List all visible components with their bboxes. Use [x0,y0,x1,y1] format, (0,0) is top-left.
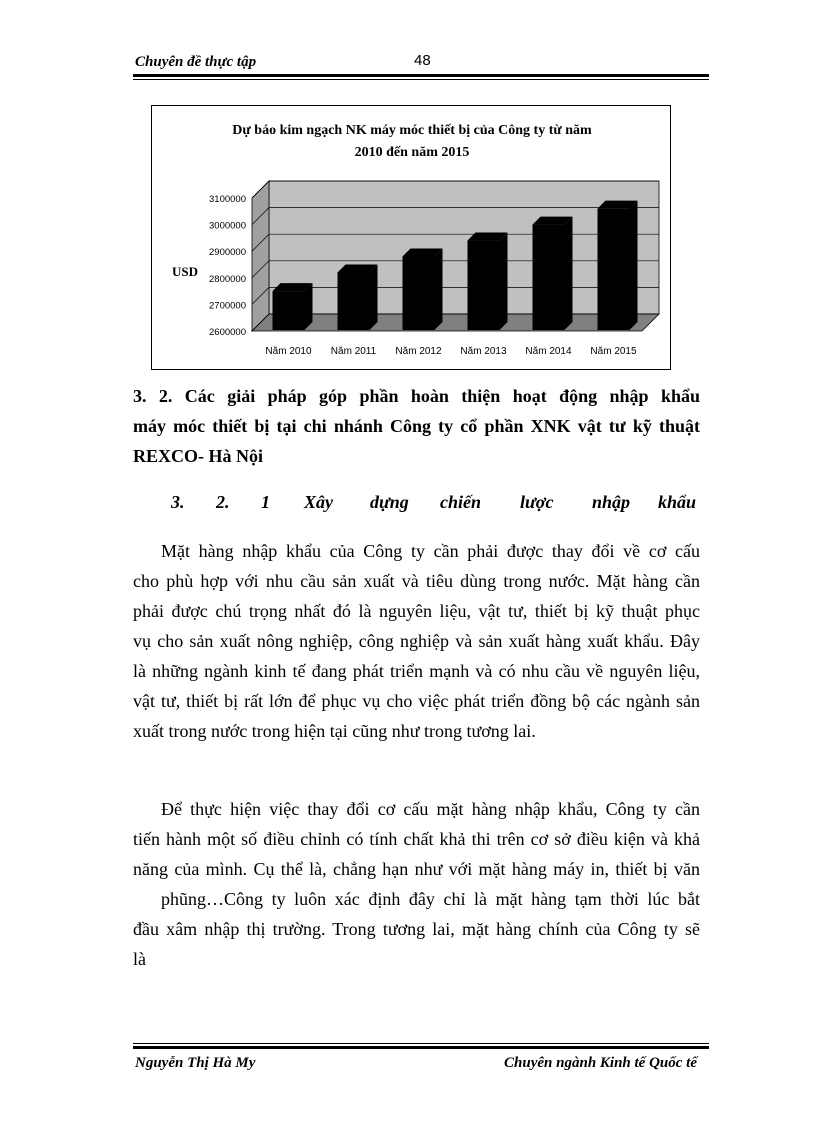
y-axis-label: USD [172,264,199,279]
section-heading-line: 3. 2. Các giải pháp góp phần hoàn thiện hoạt động nhập khẩu [133,386,700,406]
paragraph-line: là những ngành kinh tế đang phát triển mạnh và có nhu cầu về nguyên liệu, [133,661,700,681]
bar [468,241,500,330]
page-footer [133,1043,709,1073]
y-tick-label: 2800000 [209,273,246,285]
subsection-heading-part: chiến [440,492,482,512]
forecast-chart [151,105,671,370]
bar-side [500,233,508,330]
section-heading-line: máy móc thiết bị tại chi nhánh Công ty cổ phần XNK vật tư kỹ thuật [133,416,700,436]
page-number: 48 [414,52,431,69]
paragraph-line: là [133,949,146,969]
bar [403,257,435,330]
subsection-heading-part: Xây [304,492,333,512]
chart-title-line-1: Dự báo kim ngạch NK máy móc thiết bị của Công ty từ năm [232,123,592,138]
bar-side [630,201,638,330]
header-rule [133,74,709,77]
paragraph-line: xuất trong nước trong hiện tại cũng như trong tương lai. [133,721,536,741]
y-tick-label: 2700000 [209,300,246,312]
y-tick-label: 3000000 [209,220,246,232]
footer-author: Nguyễn Thị Hà My [135,1055,256,1071]
bar-side [305,283,313,330]
bar [273,291,305,330]
paragraph-1 [133,536,700,746]
chart-title-line-2: 2010 đến năm 2015 [354,145,470,160]
subsection-heading-part: 3. [171,492,185,512]
subsection-heading-part: 2. [216,492,230,512]
x-tick-label: Năm 2010 [265,346,312,357]
chart-svg [152,106,670,369]
section-heading-line: REXCO- Hà Nội [133,446,263,466]
y-tick-label: 3100000 [209,194,246,205]
bar-side [565,217,573,330]
paragraph-line: phũng…Công ty luôn xác định đây chỉ là mặt hàng tạm thời lúc bắt [161,889,700,909]
paragraph-line: Mặt hàng nhập khẩu của Công ty cần phải được thay đổi về cơ cấu [161,541,700,561]
paragraph-line: vật tư, thiết bị rất lớn để phục vụ cho việc phát triển đồng bộ các ngành sản [133,691,700,711]
x-tick-label: Năm 2012 [395,346,442,357]
footer-rule-thin [133,1043,709,1044]
paragraph-line: tiến hành một số điều chỉnh có tính chất khả thi trên cơ sở điều kiện và khả [133,829,700,849]
footer-major: Chuyên ngành Kinh tế Quốc tế [504,1055,697,1071]
paragraph-line: năng của mình. Cụ thể là, chẳng hạn như với mặt hàng máy in, thiết bị văn [133,859,700,879]
x-tick-label: Năm 2013 [460,346,507,357]
header-title: Chuyên đề thực tập [135,54,257,70]
subsection-heading-part: nhập [592,492,631,512]
bar-side [370,264,378,330]
x-tick-label: Năm 2015 [590,346,637,357]
paragraph-line: phải được chú trọng nhất đó là nguyên liệu, vật tư, thiết bị kỹ thuật phục [133,601,700,621]
y-tick-label: 2900000 [209,247,246,259]
page-header [133,50,709,76]
paragraph-line: đầu xâm nhập thị trường. Trong tương lai, mặt hàng chính của Công ty sẽ [133,919,700,939]
paragraph-line: cho phù hợp với nhu cầu sản xuất và tiêu dùng trong nước. Mặt hàng cần [133,571,700,591]
paragraph-line: Để thực hiện việc thay đổi cơ cấu mặt hàng nhập khẩu, Công ty cần [161,799,700,819]
subsection-heading-part: lược [520,492,554,512]
bar [533,225,565,330]
bar [598,209,630,330]
footer-rule [133,1046,709,1049]
x-tick-label: Năm 2011 [330,346,377,357]
paragraph-2 [133,794,700,974]
y-tick-label: 2600000 [209,327,246,338]
bar-side [435,249,443,330]
subsection-heading-part: 1 [261,492,270,512]
x-tick-label: Năm 2014 [525,346,572,357]
section-heading [133,381,700,471]
header-rule-thin [133,79,709,80]
chart-side-wall [252,181,269,331]
paragraph-line: vụ cho sản xuất nông nghiệp, công nghiệp và sản xuất hàng xuất khẩu. Đây [133,631,700,651]
subsection-heading-part: khẩu [658,492,697,512]
subsection-heading-part: dựng [370,492,409,512]
bar [338,272,370,330]
